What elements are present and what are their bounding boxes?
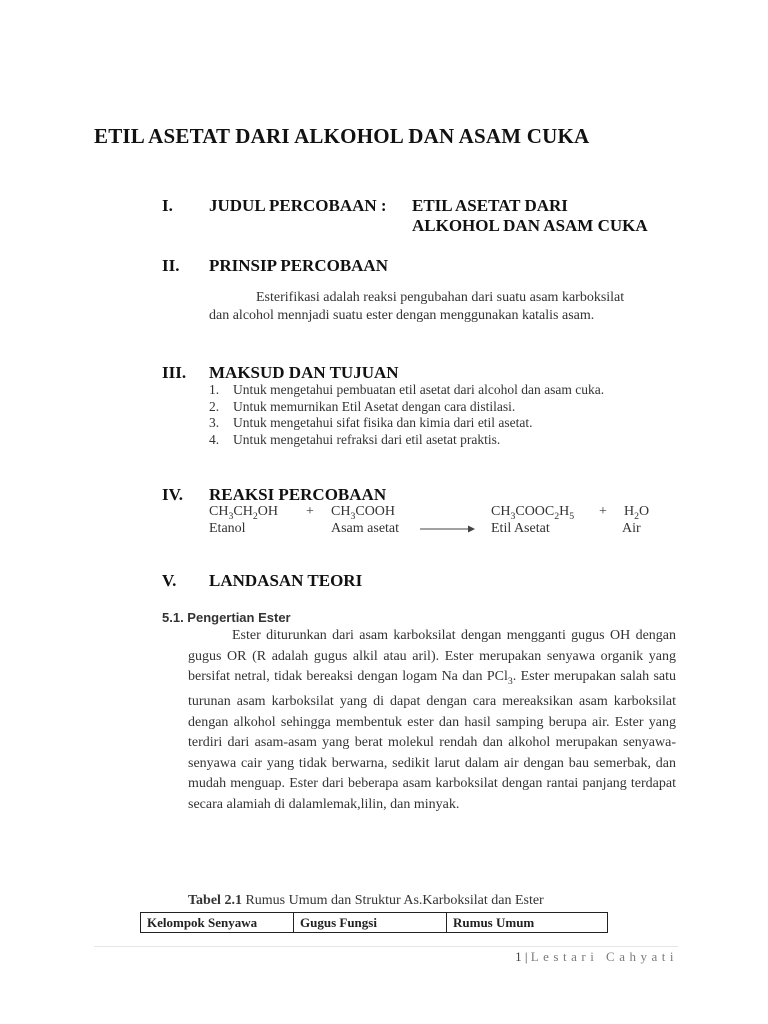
section-5-heading: LANDASAN TEORI <box>209 571 363 590</box>
product-2-formula: $H_2O$ <box>624 504 650 522</box>
ester-paragraph-end: . Ester merupakan salah satu turunan asam karboksilat yang di dapat dengan cara mereaksikan asam karboksilat dengan alkohol sehingga membentuk ester dan hasil samping berupa air. Ester yang terdiri dari asam-asam yang berat molekul rendah dan alkohol merupakan senyawa-senyawa cair yang tidak berwarna, sedikit larut dalam air dengan bau semerbak, dan mudah menguap. Ester dari beberapa asam karboksilat dengan rantai panjang terdapat secara alamiah di dalamlemak,lilin, dan minyak. <box>188 669 676 812</box>
section-2-heading: PRINSIP PERCOBAAN <box>209 256 388 275</box>
product-1-name: Etil Asetat <box>491 521 550 536</box>
table-caption-text: Rumus Umum dan Struktur As.Karboksilat dan Ester <box>241 893 544 908</box>
table-header-cell: Gugus Fungsi <box>294 913 447 933</box>
list-item-text: Untuk memurnikan Etil Asetat dengan cara distilasi. <box>233 398 516 414</box>
product-1-formula: $CH_3COOC_2H_5$ <box>491 504 575 522</box>
section-5-number: V. <box>162 571 177 590</box>
prinsip-line-1: Esterifikasi adalah reaksi pengubahan dari suatu asam karboksilat <box>256 290 625 305</box>
subsection-heading: 5.1. Pengertian Ester <box>162 610 291 625</box>
reactant-1-formula: $CH_3CH_2OH$ <box>209 504 278 522</box>
list-item <box>209 399 604 416</box>
list-item-number: 3. <box>209 415 220 430</box>
section-4-number: IV. <box>162 485 183 504</box>
plus-sign: + <box>599 504 607 519</box>
list-item-number: 2. <box>209 398 220 414</box>
section-3-number: III. <box>162 363 187 382</box>
ester-paragraph <box>188 626 676 815</box>
list-item-number: 4. <box>209 431 220 447</box>
objectives-list <box>209 382 604 448</box>
table-header-cell: Rumus Umum <box>447 913 608 933</box>
structure-table <box>140 912 608 933</box>
section-1-value-line2: ALKOHOL DAN ASAM CUKA <box>412 216 648 235</box>
product-2-name: Air <box>622 521 641 536</box>
reactant-1-name: Etanol <box>209 521 246 536</box>
ester-paragraph-subscript: 3 <box>507 675 513 687</box>
reactant-2-formula: $CH_3COOH$ <box>331 504 396 522</box>
prinsip-line-2: dan alcohol mennjadi suatu ester dengan menggunakan katalis asam. <box>209 308 595 323</box>
footer-author: Lestari Cahyati <box>530 949 678 964</box>
list-item <box>209 415 604 432</box>
list-item-text: Untuk mengetahui pembuatan etil asetat dari alcohol dan asam cuka. <box>233 382 605 397</box>
list-item <box>209 382 604 399</box>
list-item-text: Untuk mengetahui refraksi dari etil asetat praktis. <box>233 431 501 447</box>
reactant-2-name: Asam asetat <box>331 521 400 536</box>
table-caption-label: Tabel 2.1 <box>188 893 242 908</box>
plus-sign: + <box>306 504 314 519</box>
section-3-heading: MAKSUD DAN TUJUAN <box>209 363 399 382</box>
section-2-number: II. <box>162 256 180 275</box>
table-header-row <box>141 913 608 933</box>
section-1-value-line1: ETIL ASETAT DARI <box>412 196 568 215</box>
table-caption <box>188 893 544 909</box>
section-1-number: I. <box>162 196 173 215</box>
document-title: ETIL ASETAT DARI ALKOHOL DAN ASAM CUKA <box>94 124 590 148</box>
list-item <box>209 432 604 449</box>
table-header-cell: Kelompok Senyawa <box>141 913 294 933</box>
ester-paragraph-start: Ester diturunkan dari asam karboksilat dengan mengganti gugus OH dengan gugus OR (R adalah gugus alkil atau aril). Ester merupakan senyawa organik yang bersifat netral, tidak bereaksi dengan logam Na dan PCl <box>188 628 676 684</box>
list-item-number: 1. <box>209 382 220 397</box>
page-footer <box>515 949 678 965</box>
page-number: 1 <box>515 949 522 964</box>
section-4-heading: REAKSI PERCOBAAN <box>209 485 387 504</box>
reaction-arrow-icon <box>418 523 476 535</box>
footer-separator: | <box>524 949 528 964</box>
section-1-heading: JUDUL PERCOBAAN : <box>209 196 387 215</box>
footer-divider <box>94 946 678 947</box>
list-item-text: Untuk mengetahui sifat fisika dan kimia dari etil asetat. <box>233 415 533 430</box>
